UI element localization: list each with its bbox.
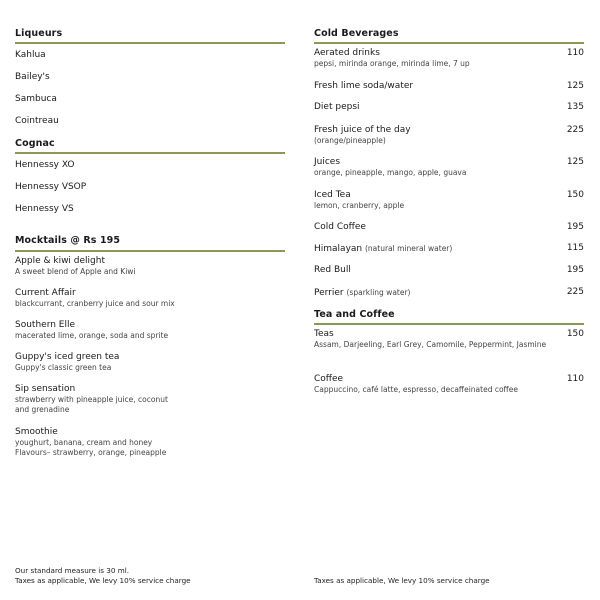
tea-item bbox=[314, 329, 584, 350]
beverage-name: Perrier bbox=[314, 288, 344, 298]
mocktail-name: Apple & kiwi delight bbox=[15, 256, 105, 266]
beverage-desc: lemon, cranberry, apple bbox=[314, 201, 405, 210]
mocktail-desc: and grenadine bbox=[15, 405, 70, 414]
liqueurs-rule bbox=[15, 42, 285, 44]
cognac-title: Cognac bbox=[15, 138, 55, 149]
beverage-desc: orange, pineapple, mango, apple, guava bbox=[314, 168, 467, 177]
beverage-item bbox=[314, 81, 584, 92]
liqueur-item: Cointreau bbox=[15, 116, 59, 126]
beverage-item bbox=[314, 125, 584, 146]
beverage-desc: (orange/pineapple) bbox=[314, 136, 386, 145]
coffee-name: Coffee bbox=[314, 374, 344, 384]
mocktail-name: Smoothie bbox=[15, 427, 58, 437]
beverage-price: 110 bbox=[566, 48, 584, 58]
footer-line: Taxes as applicable, We levy 10% service charge bbox=[15, 576, 191, 585]
liqueur-item: Sambuca bbox=[15, 94, 57, 104]
beverage-line bbox=[314, 243, 584, 255]
tea-coffee-title: Tea and Coffee bbox=[314, 309, 395, 320]
mocktail-name: Sip sensation bbox=[15, 384, 76, 394]
beverage-line bbox=[314, 287, 584, 299]
beverage-price: 225 bbox=[566, 125, 584, 135]
beverage-note: (natural mineral water) bbox=[365, 244, 453, 253]
mocktail-desc: Guppy's classic green tea bbox=[15, 363, 112, 372]
beverage-price: 115 bbox=[566, 243, 584, 253]
beverage-name: Cold Coffee bbox=[314, 222, 366, 232]
beverage-item bbox=[314, 287, 584, 299]
mocktail-desc: strawberry with pineapple juice, coconut bbox=[15, 395, 168, 404]
cognac-item: Hennessy XO bbox=[15, 160, 75, 170]
liqueur-item: Bailey's bbox=[15, 72, 50, 82]
cognac-item: Hennessy VSOP bbox=[15, 182, 87, 192]
coffee-price: 110 bbox=[566, 374, 584, 384]
mocktails-rule bbox=[15, 250, 285, 252]
mocktail-item bbox=[15, 288, 285, 309]
beverage-item bbox=[314, 102, 584, 113]
beverage-item bbox=[314, 157, 584, 178]
mocktail-desc: Flavours– strawberry, orange, pineapple bbox=[15, 448, 167, 457]
tea-desc: Assam, Darjeeling, Earl Grey, Camomile, Peppermint, Jasmine bbox=[314, 340, 547, 349]
mocktail-name: Current Affair bbox=[15, 288, 76, 298]
footer-line: Our standard measure is 30 ml. bbox=[15, 566, 129, 575]
beverage-desc: pepsi, mirinda orange, mirinda lime, 7 up bbox=[314, 59, 470, 68]
beverage-name: Red Bull bbox=[314, 265, 351, 275]
beverage-name: Iced Tea bbox=[314, 190, 351, 200]
mocktail-desc: blackcurrant, cranberry juice and sour mix bbox=[15, 299, 175, 308]
beverage-name: Fresh juice of the day bbox=[314, 125, 411, 135]
beverage-item bbox=[314, 190, 584, 211]
mocktail-item bbox=[15, 320, 285, 341]
mocktail-desc: macerated lime, orange, soda and sprite bbox=[15, 331, 169, 340]
right-footer bbox=[314, 576, 490, 586]
mocktail-name: Guppy's iced green tea bbox=[15, 352, 120, 362]
beverage-name: Juices bbox=[314, 157, 341, 167]
tea-name: Teas bbox=[314, 329, 334, 339]
beverage-name: Himalayan bbox=[314, 244, 363, 254]
coffee-item bbox=[314, 374, 584, 395]
beverage-price: 135 bbox=[566, 102, 584, 112]
beverage-note: (sparkling water) bbox=[346, 288, 411, 297]
mocktail-item bbox=[15, 384, 285, 415]
cognac-rule bbox=[15, 152, 285, 154]
beverage-item bbox=[314, 265, 584, 276]
beverage-price: 225 bbox=[566, 287, 584, 297]
left-footer bbox=[15, 566, 191, 586]
beverage-price: 150 bbox=[566, 190, 584, 200]
cold-beverages-rule bbox=[314, 42, 584, 44]
beverage-price: 195 bbox=[566, 222, 584, 232]
cognac-item: Hennessy VS bbox=[15, 204, 74, 214]
tea-coffee-rule bbox=[314, 323, 584, 325]
mocktail-desc: A sweet blend of Apple and Kiwi bbox=[15, 267, 136, 276]
liqueur-item: Kahlua bbox=[15, 50, 46, 60]
beverage-name: Aerated drinks bbox=[314, 48, 380, 58]
liqueurs-title: Liqueurs bbox=[15, 28, 63, 39]
mocktail-item bbox=[15, 256, 285, 277]
beverage-item bbox=[314, 48, 584, 69]
tea-price: 150 bbox=[566, 329, 584, 339]
mocktail-desc: youghurt, banana, cream and honey bbox=[15, 438, 153, 447]
beverage-price: 195 bbox=[566, 265, 584, 275]
mocktails-title: Mocktails @ Rs 195 bbox=[15, 235, 121, 246]
beverage-name: Diet pepsi bbox=[314, 102, 360, 112]
beverage-item bbox=[314, 222, 584, 233]
beverage-price: 125 bbox=[566, 157, 584, 167]
beverage-price: 125 bbox=[566, 81, 584, 91]
beverage-item bbox=[314, 243, 584, 255]
beverage-name: Fresh lime soda/water bbox=[314, 81, 414, 91]
footer-line: Taxes as applicable, We levy 10% service charge bbox=[314, 576, 490, 585]
mocktail-item bbox=[15, 352, 285, 373]
coffee-desc: Cappuccino, café latte, espresso, decaffeinated coffee bbox=[314, 385, 518, 394]
mocktail-name: Southern Elle bbox=[15, 320, 76, 330]
cold-beverages-title: Cold Beverages bbox=[314, 28, 399, 39]
mocktail-item bbox=[15, 427, 285, 458]
